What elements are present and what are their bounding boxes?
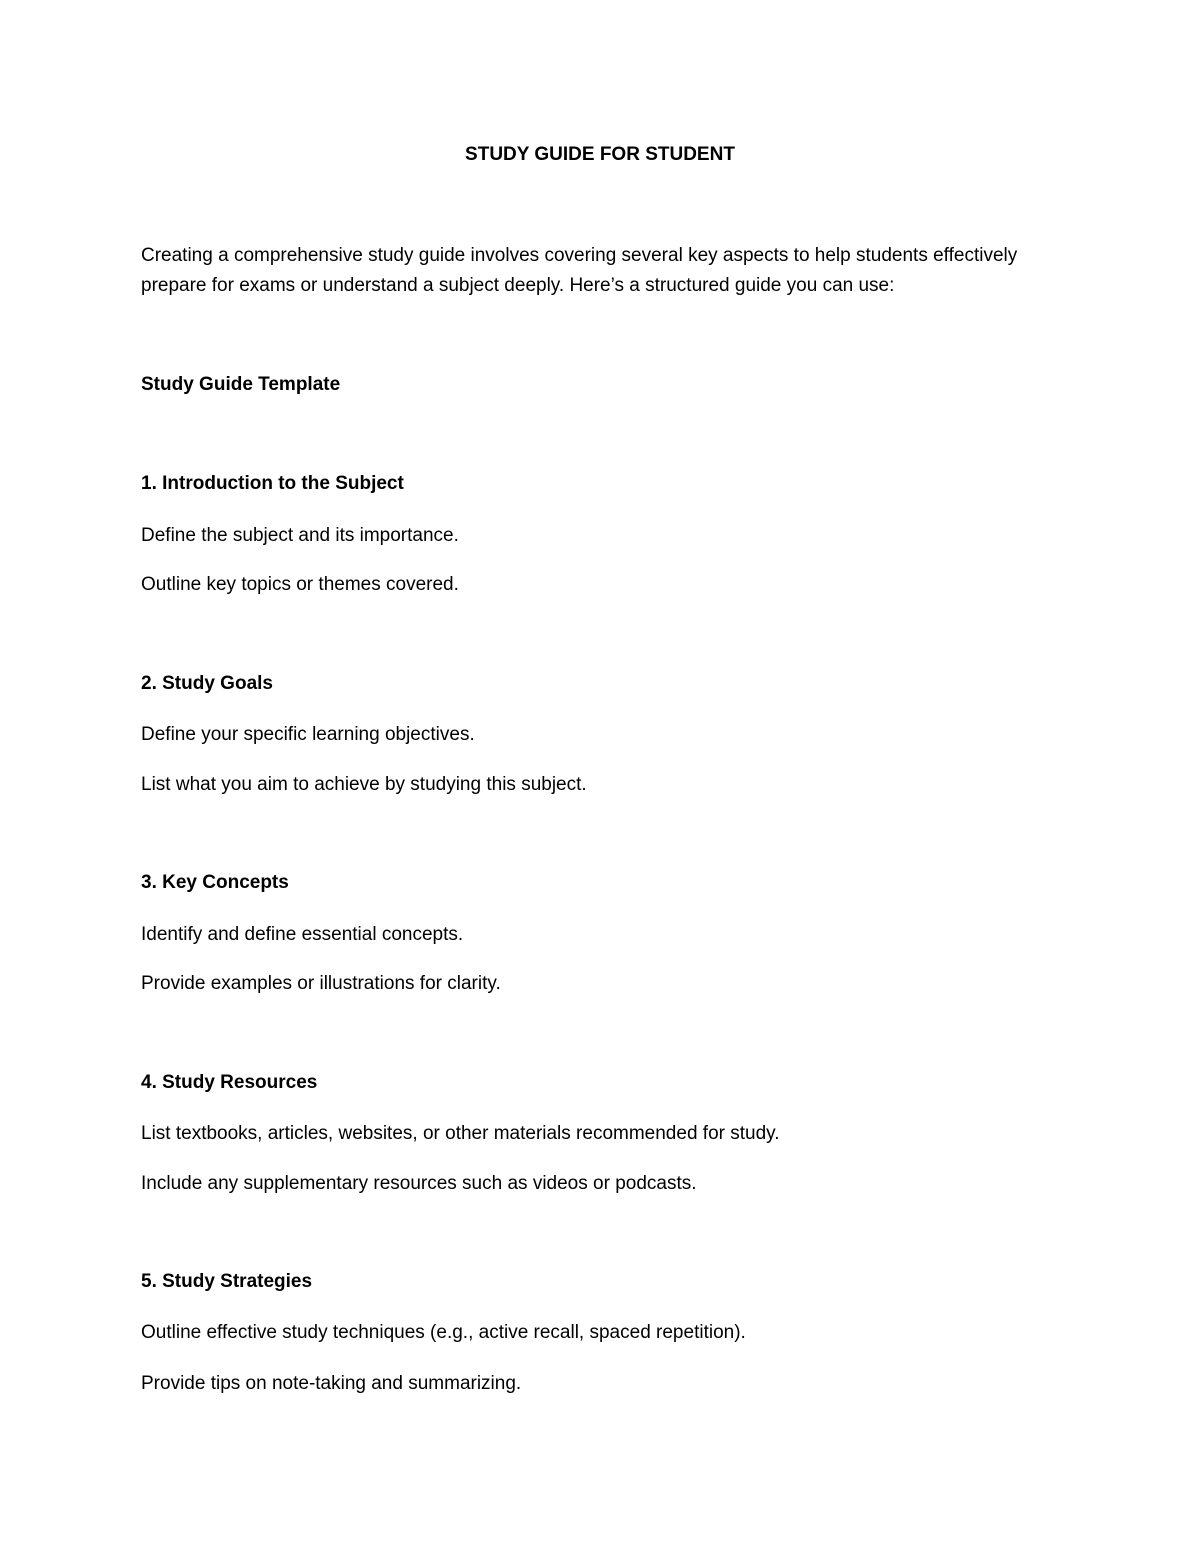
section-heading-study-goals: 2. Study Goals: [141, 673, 273, 694]
section-item: Define the subject and its importance.: [141, 525, 459, 546]
section-item: Provide examples or illustrations for clarity.: [141, 973, 501, 994]
section-item: Outline key topics or themes covered.: [141, 574, 459, 595]
section-heading-study-resources: 4. Study Resources: [141, 1072, 318, 1093]
section-item: Define your specific learning objectives.: [141, 724, 475, 745]
section-heading-introduction: 1. Introduction to the Subject: [141, 473, 404, 494]
section-item: List textbooks, articles, websites, or other materials recommended for study.: [141, 1123, 780, 1144]
document-title: STUDY GUIDE FOR STUDENT: [465, 144, 735, 165]
section-item: Include any supplementary resources such as videos or podcasts.: [141, 1173, 697, 1194]
intro-paragraph: Creating a comprehensive study guide involves covering several key aspects to help students effectively prepare for exams or understand a subject deeply. Here’s a structured guide you can use:: [141, 245, 1018, 296]
section-item: Identify and define essential concepts.: [141, 924, 464, 945]
section-item: List what you aim to achieve by studying this subject.: [141, 774, 587, 795]
template-heading: Study Guide Template: [141, 374, 341, 395]
section-heading-key-concepts: 3. Key Concepts: [141, 872, 289, 893]
section-item: Outline effective study techniques (e.g., active recall, spaced repetition).: [141, 1322, 746, 1343]
section-heading-study-strategies: 5. Study Strategies: [141, 1271, 313, 1292]
section-item: Provide tips on note-taking and summarizing.: [141, 1373, 522, 1394]
